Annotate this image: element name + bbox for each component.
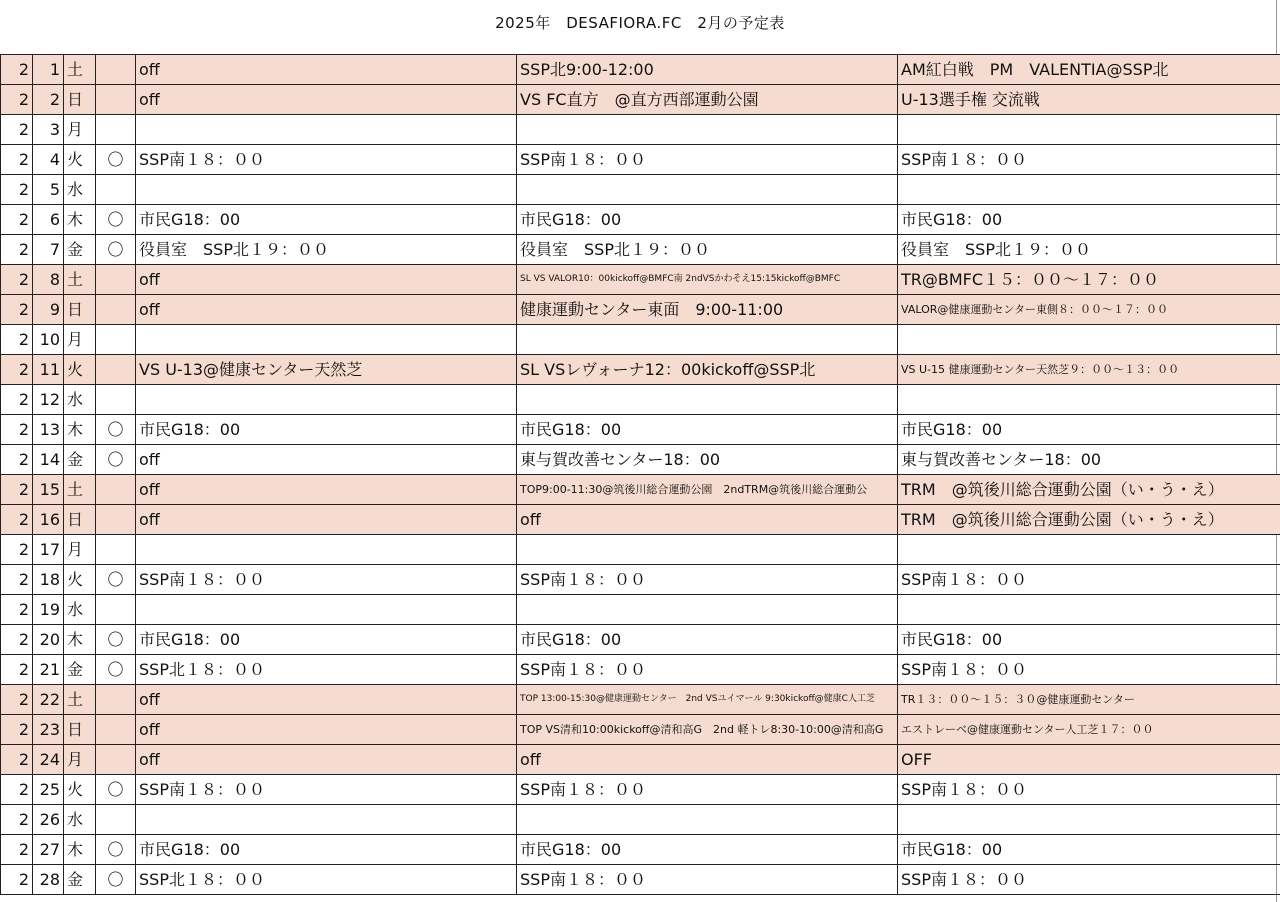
schedule-cell-3[interactable]: エストレーベ@健康運動センター人工芝１７：００ xyxy=(898,715,1280,745)
table-row xyxy=(1,655,1280,685)
schedule-cell-1[interactable] xyxy=(136,805,517,835)
schedule-cell-1[interactable] xyxy=(136,115,517,145)
day-cell[interactable]: 19 xyxy=(33,595,64,625)
month-cell[interactable]: 2 xyxy=(1,175,33,205)
day-cell[interactable]: 21 xyxy=(33,655,64,685)
schedule-cell-2[interactable]: VS FC直方 @直方西部運動公園 xyxy=(517,85,898,115)
schedule-cell-1[interactable]: off xyxy=(136,685,517,715)
table-row xyxy=(1,85,1280,115)
schedule-cell-1[interactable]: SSP南１８：００ xyxy=(136,145,517,175)
day-cell[interactable]: 13 xyxy=(33,415,64,445)
month-cell[interactable]: 2 xyxy=(1,775,33,805)
month-cell[interactable]: 2 xyxy=(1,805,33,835)
table-row xyxy=(1,595,1280,625)
weekday-cell[interactable]: 木 xyxy=(64,835,96,865)
schedule-cell-1[interactable]: SSP南１８：００ xyxy=(136,565,517,595)
day-cell[interactable]: 26 xyxy=(33,805,64,835)
day-cell[interactable]: 11 xyxy=(33,355,64,385)
mark-cell[interactable] xyxy=(96,535,136,565)
schedule-cell-3[interactable]: 市民G18：00 xyxy=(898,835,1280,865)
weekday-cell[interactable]: 金 xyxy=(64,445,96,475)
month-cell[interactable]: 2 xyxy=(1,595,33,625)
table-row xyxy=(1,775,1280,805)
mark-cell[interactable] xyxy=(96,805,136,835)
mark-cell[interactable] xyxy=(96,595,136,625)
table-row xyxy=(1,505,1280,535)
table-row xyxy=(1,175,1280,205)
mark-cell[interactable]: 〇 xyxy=(96,865,136,895)
day-cell[interactable]: 23 xyxy=(33,715,64,745)
weekday-cell[interactable]: 月 xyxy=(64,325,96,355)
weekday-cell[interactable]: 金 xyxy=(64,235,96,265)
schedule-cell-1[interactable]: 市民G18：00 xyxy=(136,415,517,445)
month-cell[interactable]: 2 xyxy=(1,715,33,745)
mark-cell[interactable]: 〇 xyxy=(96,205,136,235)
schedule-cell-3[interactable]: TR１３：００～１５：３０@健康運動センター xyxy=(898,685,1280,715)
schedule-cell-2[interactable] xyxy=(517,595,898,625)
mark-cell[interactable] xyxy=(96,385,136,415)
weekday-cell[interactable]: 日 xyxy=(64,505,96,535)
weekday-cell[interactable]: 月 xyxy=(64,745,96,775)
mark-cell[interactable]: 〇 xyxy=(96,835,136,865)
day-cell[interactable]: 27 xyxy=(33,835,64,865)
schedule-table xyxy=(0,54,1280,895)
mark-cell[interactable] xyxy=(96,55,136,85)
month-cell[interactable]: 2 xyxy=(1,565,33,595)
mark-cell[interactable]: 〇 xyxy=(96,415,136,445)
day-cell[interactable]: 25 xyxy=(33,775,64,805)
month-cell[interactable]: 2 xyxy=(1,685,33,715)
table-row xyxy=(1,625,1280,655)
page-title: 2025年 DESAFIORA.FC 2月の予定表 xyxy=(495,14,785,32)
schedule-cell-1[interactable]: 役員室 SSP北１９：００ xyxy=(136,235,517,265)
schedule-cell-3[interactable]: SSP南１８：００ xyxy=(898,565,1280,595)
table-row xyxy=(1,325,1280,355)
weekday-cell[interactable]: 火 xyxy=(64,775,96,805)
mark-cell[interactable]: 〇 xyxy=(96,655,136,685)
weekday-cell[interactable]: 火 xyxy=(64,145,96,175)
schedule-cell-2[interactable]: TOP 13:00-15:30@健康運動センター 2nd VSユイマール 9:30kickoff@健康C人工芝 xyxy=(517,685,898,715)
mark-cell[interactable] xyxy=(96,295,136,325)
month-cell[interactable]: 2 xyxy=(1,385,33,415)
schedule-cell-3[interactable] xyxy=(898,175,1280,205)
schedule-cell-2[interactable] xyxy=(517,115,898,145)
day-cell[interactable]: 2 xyxy=(33,85,64,115)
schedule-cell-2[interactable]: SSP南１８：００ xyxy=(517,145,898,175)
schedule-cell-2[interactable]: SSP北9:00-12:00 xyxy=(517,55,898,85)
day-cell[interactable]: 16 xyxy=(33,505,64,535)
schedule-cell-1[interactable]: 市民G18：00 xyxy=(136,205,517,235)
schedule-cell-3[interactable] xyxy=(898,805,1280,835)
table-row xyxy=(1,565,1280,595)
schedule-cell-2[interactable]: SSP南１８：００ xyxy=(517,565,898,595)
mark-cell[interactable] xyxy=(96,475,136,505)
month-cell[interactable]: 2 xyxy=(1,865,33,895)
mark-cell[interactable]: 〇 xyxy=(96,145,136,175)
table-row xyxy=(1,865,1280,895)
day-cell[interactable]: 8 xyxy=(33,265,64,295)
weekday-cell[interactable]: 日 xyxy=(64,715,96,745)
month-cell[interactable]: 2 xyxy=(1,145,33,175)
table-row xyxy=(1,145,1280,175)
table-row xyxy=(1,835,1280,865)
schedule-cell-2[interactable]: TOP VS清和10:00kickoff@清和高G 2nd 軽トレ8:30-10:00@清和高G xyxy=(517,715,898,745)
schedule-cell-3[interactable] xyxy=(898,385,1280,415)
weekday-cell[interactable]: 月 xyxy=(64,115,96,145)
month-cell[interactable]: 2 xyxy=(1,505,33,535)
schedule-cell-1[interactable]: SSP北１８：００ xyxy=(136,865,517,895)
month-cell[interactable]: 2 xyxy=(1,235,33,265)
month-cell[interactable]: 2 xyxy=(1,535,33,565)
day-cell[interactable]: 15 xyxy=(33,475,64,505)
mark-cell[interactable]: 〇 xyxy=(96,565,136,595)
mark-cell[interactable] xyxy=(96,115,136,145)
table-row xyxy=(1,265,1280,295)
table-row xyxy=(1,415,1280,445)
schedule-cell-1[interactable]: off xyxy=(136,745,517,775)
mark-cell[interactable] xyxy=(96,745,136,775)
schedule-cell-2[interactable]: 市民G18：00 xyxy=(517,625,898,655)
day-cell[interactable]: 18 xyxy=(33,565,64,595)
month-cell[interactable]: 2 xyxy=(1,55,33,85)
day-cell[interactable]: 5 xyxy=(33,175,64,205)
day-cell[interactable]: 3 xyxy=(33,115,64,145)
schedule-cell-1[interactable] xyxy=(136,175,517,205)
table-row xyxy=(1,445,1280,475)
table-row xyxy=(1,685,1280,715)
table-row xyxy=(1,475,1280,505)
mark-cell[interactable] xyxy=(96,685,136,715)
schedule-cell-2[interactable] xyxy=(517,175,898,205)
mark-cell[interactable]: 〇 xyxy=(96,445,136,475)
table-row xyxy=(1,55,1280,85)
schedule-cell-3[interactable]: 市民G18：00 xyxy=(898,625,1280,655)
weekday-cell[interactable]: 水 xyxy=(64,385,96,415)
schedule-cell-3[interactable]: TR@BMFC１５：００～１７：００ xyxy=(898,265,1280,295)
weekday-cell[interactable]: 金 xyxy=(64,655,96,685)
day-cell[interactable]: 24 xyxy=(33,745,64,775)
mark-cell[interactable]: 〇 xyxy=(96,775,136,805)
schedule-cell-1[interactable]: SSP南１８：００ xyxy=(136,775,517,805)
schedule-cell-1[interactable]: off xyxy=(136,505,517,535)
schedule-cell-3[interactable] xyxy=(898,595,1280,625)
table-row xyxy=(1,385,1280,415)
schedule-cell-3[interactable]: SSP南１８：００ xyxy=(898,145,1280,175)
schedule-cell-3[interactable]: 役員室 SSP北１９：００ xyxy=(898,235,1280,265)
schedule-cell-1[interactable]: VS U-13@健康センター天然芝 xyxy=(136,355,517,385)
schedule-cell-1[interactable]: off xyxy=(136,475,517,505)
schedule-cell-3[interactable]: SSP南１８：００ xyxy=(898,655,1280,685)
schedule-cell-3[interactable] xyxy=(898,535,1280,565)
schedule-cell-1[interactable]: off xyxy=(136,295,517,325)
table-row xyxy=(1,715,1280,745)
schedule-cell-1[interactable]: off xyxy=(136,55,517,85)
schedule-cell-2[interactable] xyxy=(517,805,898,835)
schedule-cell-2[interactable] xyxy=(517,535,898,565)
schedule-cell-1[interactable]: 市民G18：00 xyxy=(136,625,517,655)
month-cell[interactable]: 2 xyxy=(1,745,33,775)
table-row xyxy=(1,235,1280,265)
month-cell[interactable]: 2 xyxy=(1,475,33,505)
schedule-cell-3[interactable]: 市民G18：00 xyxy=(898,415,1280,445)
schedule-cell-3[interactable]: VS U-15 健康運動センター天然芝９：００～１３：００ xyxy=(898,355,1280,385)
schedule-cell-2[interactable]: 市民G18：00 xyxy=(517,415,898,445)
schedule-cell-3[interactable]: TRM @筑後川総合運動公園（い・う・え） xyxy=(898,475,1280,505)
schedule-cell-2[interactable]: SSP南１８：００ xyxy=(517,775,898,805)
schedule-cell-3[interactable]: U-13選手権 交流戦 xyxy=(898,85,1280,115)
schedule-cell-3[interactable]: AM紅白戦 PM VALENTIA@SSP北 xyxy=(898,55,1280,85)
month-cell[interactable]: 2 xyxy=(1,295,33,325)
schedule-cell-3[interactable]: 東与賀改善センター18：00 xyxy=(898,445,1280,475)
schedule-cell-3[interactable]: SSP南１８：００ xyxy=(898,775,1280,805)
schedule-cell-1[interactable] xyxy=(136,595,517,625)
mark-cell[interactable]: 〇 xyxy=(96,235,136,265)
weekday-cell[interactable]: 木 xyxy=(64,205,96,235)
mark-cell[interactable] xyxy=(96,85,136,115)
mark-cell[interactable] xyxy=(96,325,136,355)
day-cell[interactable]: 6 xyxy=(33,205,64,235)
weekday-cell[interactable]: 水 xyxy=(64,805,96,835)
schedule-cell-3[interactable]: 市民G18：00 xyxy=(898,205,1280,235)
weekday-cell[interactable]: 日 xyxy=(64,85,96,115)
mark-cell[interactable] xyxy=(96,715,136,745)
schedule-cell-1[interactable]: off xyxy=(136,265,517,295)
schedule-cell-3[interactable]: VALOR@健康運動センター東側８：００～１７：００ xyxy=(898,295,1280,325)
schedule-cell-2[interactable]: SL VSレヴォーナ12：00kickoff@SSP北 xyxy=(517,355,898,385)
schedule-cell-2[interactable]: SL VS VALOR10：00kickoff@BMFC南 2ndVSかわそえ15:15kickoff@BMFC xyxy=(517,265,898,295)
schedule-cell-3[interactable]: SSP南１８：００ xyxy=(898,865,1280,895)
mark-cell[interactable] xyxy=(96,355,136,385)
month-cell[interactable]: 2 xyxy=(1,115,33,145)
day-cell[interactable]: 1 xyxy=(33,55,64,85)
table-row xyxy=(1,205,1280,235)
weekday-cell[interactable]: 金 xyxy=(64,865,96,895)
weekday-cell[interactable]: 火 xyxy=(64,565,96,595)
schedule-cell-1[interactable]: SSP北１８：００ xyxy=(136,655,517,685)
table-row xyxy=(1,355,1280,385)
month-cell[interactable]: 2 xyxy=(1,655,33,685)
mark-cell[interactable] xyxy=(96,175,136,205)
schedule-cell-3[interactable]: OFF xyxy=(898,745,1280,775)
day-cell[interactable]: 14 xyxy=(33,445,64,475)
day-cell[interactable]: 10 xyxy=(33,325,64,355)
schedule-cell-2[interactable]: 市民G18：00 xyxy=(517,205,898,235)
weekday-cell[interactable]: 土 xyxy=(64,55,96,85)
table-row xyxy=(1,535,1280,565)
mark-cell[interactable]: 〇 xyxy=(96,625,136,655)
schedule-cell-2[interactable]: 東与賀改善センター18：00 xyxy=(517,445,898,475)
schedule-cell-2[interactable]: SSP南１８：００ xyxy=(517,865,898,895)
schedule-cell-2[interactable]: 役員室 SSP北１９：００ xyxy=(517,235,898,265)
schedule-cell-2[interactable]: TOP9:00-11:30@筑後川総合運動公園 2ndTRM@筑後川総合運動公 xyxy=(517,475,898,505)
weekday-cell[interactable]: 日 xyxy=(64,295,96,325)
table-row xyxy=(1,805,1280,835)
day-cell[interactable]: 4 xyxy=(33,145,64,175)
weekday-cell[interactable]: 土 xyxy=(64,685,96,715)
weekday-cell[interactable]: 木 xyxy=(64,625,96,655)
day-cell[interactable]: 17 xyxy=(33,535,64,565)
month-cell[interactable]: 2 xyxy=(1,415,33,445)
month-cell[interactable]: 2 xyxy=(1,85,33,115)
day-cell[interactable]: 28 xyxy=(33,865,64,895)
schedule-cell-1[interactable]: off xyxy=(136,85,517,115)
schedule-cell-1[interactable]: 市民G18：00 xyxy=(136,835,517,865)
schedule-cell-2[interactable]: off xyxy=(517,745,898,775)
day-cell[interactable]: 22 xyxy=(33,685,64,715)
schedule-cell-1[interactable]: off xyxy=(136,715,517,745)
schedule-cell-2[interactable] xyxy=(517,325,898,355)
schedule-cell-1[interactable] xyxy=(136,325,517,355)
weekday-cell[interactable]: 木 xyxy=(64,415,96,445)
month-cell[interactable]: 2 xyxy=(1,625,33,655)
weekday-cell[interactable]: 土 xyxy=(64,265,96,295)
month-cell[interactable]: 2 xyxy=(1,445,33,475)
weekday-cell[interactable]: 水 xyxy=(64,595,96,625)
schedule-cell-2[interactable]: 市民G18：00 xyxy=(517,835,898,865)
table-row xyxy=(1,295,1280,325)
day-cell[interactable]: 9 xyxy=(33,295,64,325)
schedule-cell-1[interactable]: off xyxy=(136,445,517,475)
schedule-cell-1[interactable] xyxy=(136,385,517,415)
schedule-cell-2[interactable]: SSP南１８：００ xyxy=(517,655,898,685)
schedule-cell-2[interactable]: 健康運動センター東面 9:00-11:00 xyxy=(517,295,898,325)
month-cell[interactable]: 2 xyxy=(1,205,33,235)
schedule-cell-3[interactable] xyxy=(898,325,1280,355)
schedule-cell-3[interactable] xyxy=(898,115,1280,145)
day-cell[interactable]: 20 xyxy=(33,625,64,655)
mark-cell[interactable] xyxy=(96,265,136,295)
day-cell[interactable]: 12 xyxy=(33,385,64,415)
schedule-cell-2[interactable] xyxy=(517,385,898,415)
weekday-cell[interactable]: 火 xyxy=(64,355,96,385)
day-cell[interactable]: 7 xyxy=(33,235,64,265)
month-cell[interactable]: 2 xyxy=(1,835,33,865)
schedule-cell-3[interactable]: TRM @筑後川総合運動公園（い・う・え） xyxy=(898,505,1280,535)
mark-cell[interactable] xyxy=(96,505,136,535)
schedule-body xyxy=(1,55,1280,895)
month-cell[interactable]: 2 xyxy=(1,325,33,355)
month-cell[interactable]: 2 xyxy=(1,355,33,385)
weekday-cell[interactable]: 月 xyxy=(64,535,96,565)
weekday-cell[interactable]: 土 xyxy=(64,475,96,505)
table-row xyxy=(1,745,1280,775)
schedule-cell-2[interactable]: off xyxy=(517,505,898,535)
month-cell[interactable]: 2 xyxy=(1,265,33,295)
weekday-cell[interactable]: 水 xyxy=(64,175,96,205)
table-row xyxy=(1,115,1280,145)
schedule-cell-1[interactable] xyxy=(136,535,517,565)
